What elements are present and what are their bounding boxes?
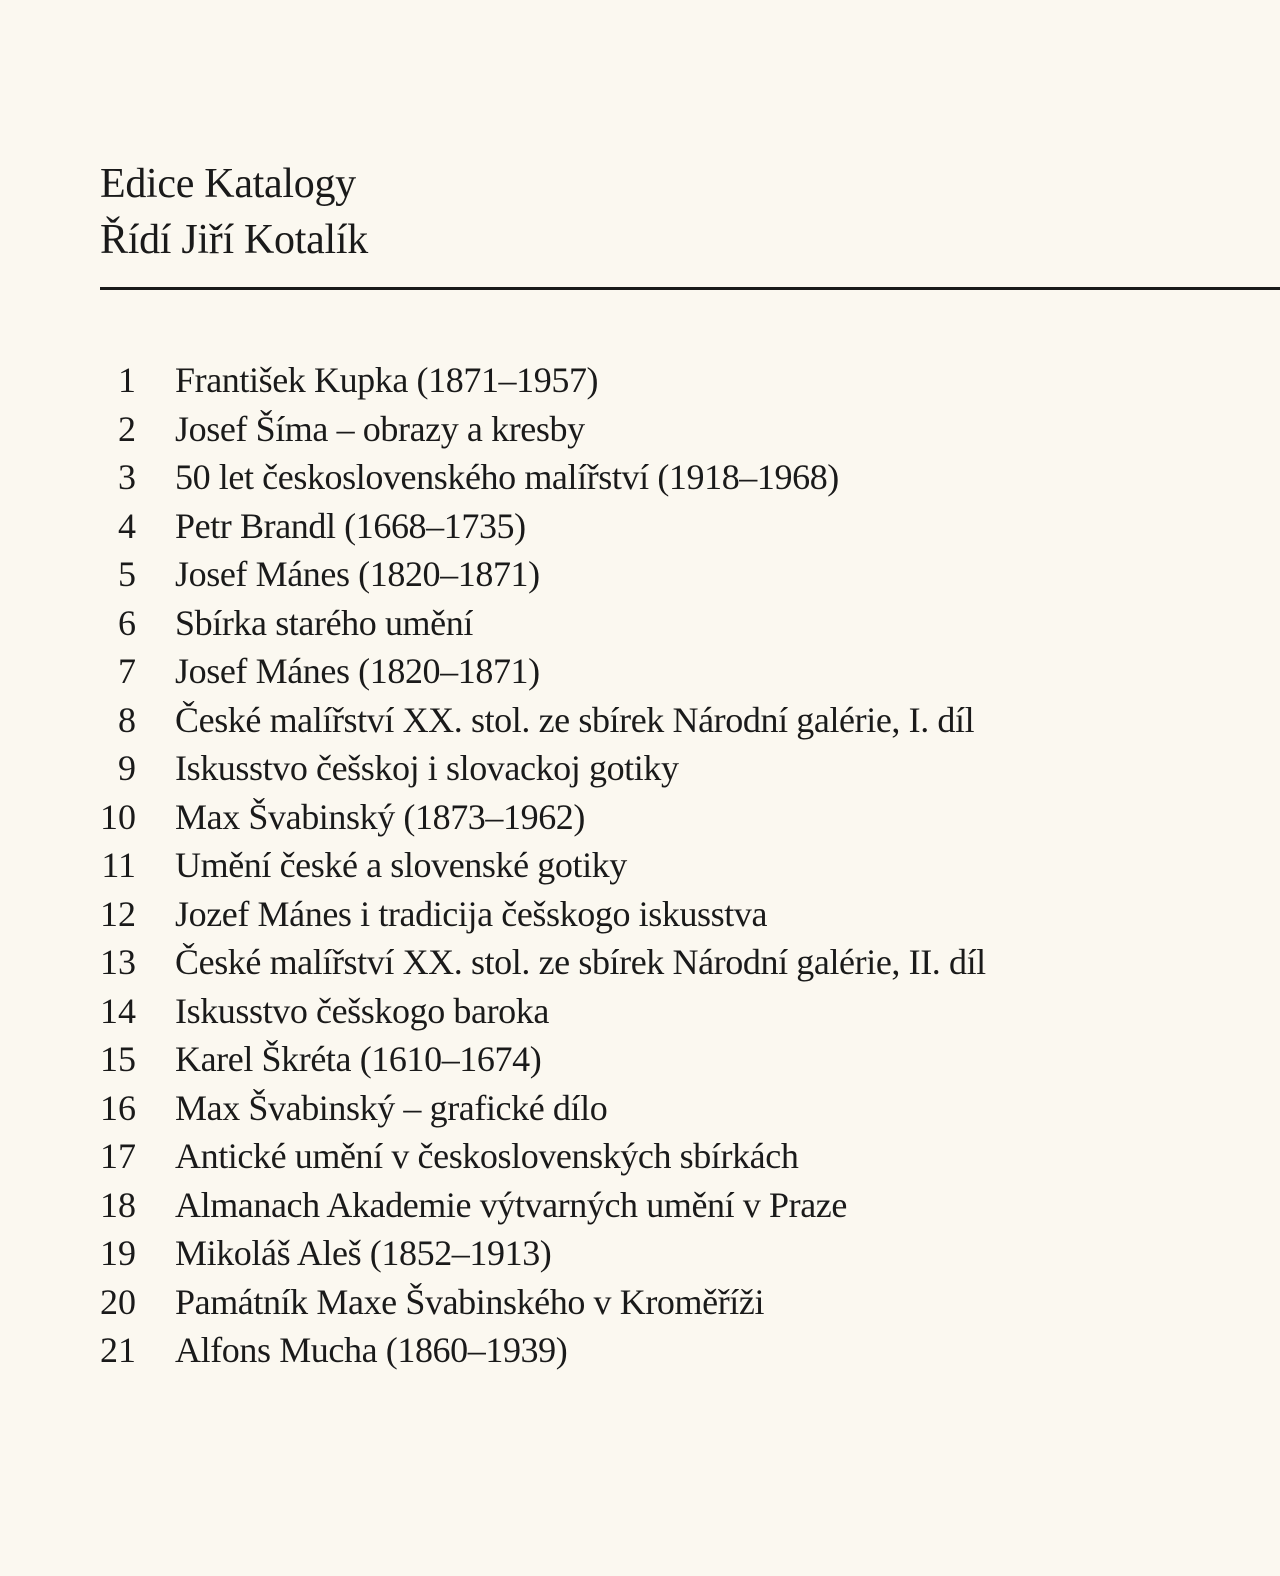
item-title: Petr Brandl (1668–1735) bbox=[175, 505, 526, 546]
item-number: 3 bbox=[118, 457, 136, 497]
series-title: Edice Katalogy bbox=[100, 161, 356, 207]
item-title: Mikoláš Aleš (1852–1913) bbox=[175, 1233, 552, 1273]
list-item bbox=[0, 1181, 1280, 1230]
item-number: 13 bbox=[100, 942, 136, 982]
item-number: 6 bbox=[118, 602, 136, 643]
item-number: 1 bbox=[118, 360, 136, 400]
item-number: 4 bbox=[118, 505, 136, 546]
item-title: České malířství XX. stol. ze sbírek Národní galérie, II. díl bbox=[175, 942, 986, 982]
item-title: Iskusstvo češskogo baroka bbox=[175, 990, 549, 1031]
list-item bbox=[0, 890, 1280, 939]
list-item bbox=[0, 987, 1280, 1036]
list-item bbox=[0, 938, 1280, 987]
item-number: 8 bbox=[118, 699, 136, 740]
item-title: Alfons Mucha (1860–1939) bbox=[175, 1330, 568, 1370]
list-item bbox=[0, 1326, 1280, 1375]
item-title: Max Švabinský (1873–1962) bbox=[175, 796, 585, 837]
series-editor: Řídí Jiří Kotalík bbox=[100, 217, 368, 263]
header-divider bbox=[100, 287, 1280, 290]
list-item bbox=[0, 1084, 1280, 1133]
item-title: České malířství XX. stol. ze sbírek Národní galérie, I. díl bbox=[175, 699, 975, 740]
item-title: Max Švabinský – grafické dílo bbox=[175, 1087, 608, 1128]
list-item bbox=[0, 1278, 1280, 1327]
list-item bbox=[0, 356, 1280, 405]
item-number: 14 bbox=[100, 990, 136, 1031]
list-item bbox=[0, 1132, 1280, 1181]
list-item bbox=[0, 696, 1280, 745]
list-item bbox=[0, 502, 1280, 551]
list-item bbox=[0, 841, 1280, 890]
item-title: Karel Škréta (1610–1674) bbox=[175, 1039, 542, 1079]
item-title: Almanach Akademie výtvarných umění v Praze bbox=[175, 1184, 847, 1225]
item-title: Jozef Mánes i tradicija češskogo iskusstva bbox=[175, 893, 768, 934]
item-number: 17 bbox=[100, 1136, 136, 1176]
item-number: 9 bbox=[118, 748, 136, 788]
item-title: Josef Mánes (1820–1871) bbox=[175, 651, 540, 691]
item-title: Josef Šíma – obrazy a kresby bbox=[175, 408, 585, 449]
item-number: 21 bbox=[100, 1330, 136, 1370]
list-item bbox=[0, 1035, 1280, 1084]
list-item bbox=[0, 744, 1280, 793]
item-number: 7 bbox=[118, 651, 136, 691]
list-item bbox=[0, 1229, 1280, 1278]
item-title: Antické umění v československých sbírkách bbox=[175, 1136, 799, 1176]
list-item bbox=[0, 793, 1280, 842]
item-number: 5 bbox=[118, 554, 136, 594]
item-title: František Kupka (1871–1957) bbox=[175, 360, 599, 400]
item-number: 16 bbox=[100, 1087, 136, 1128]
item-number: 2 bbox=[118, 408, 136, 449]
item-title: Sbírka starého umění bbox=[175, 602, 473, 643]
item-number: 15 bbox=[100, 1039, 136, 1079]
item-title: 50 let československého malířství (1918–1968) bbox=[175, 457, 839, 497]
item-title: Josef Mánes (1820–1871) bbox=[175, 554, 540, 594]
list-item bbox=[0, 599, 1280, 648]
item-number: 10 bbox=[100, 796, 136, 837]
item-number: 20 bbox=[100, 1281, 136, 1322]
item-title: Umění české a slovenské gotiky bbox=[175, 845, 627, 885]
catalog-list bbox=[0, 356, 1280, 1375]
item-number: 18 bbox=[100, 1184, 136, 1225]
item-number: 19 bbox=[100, 1233, 136, 1273]
list-item bbox=[0, 453, 1280, 502]
item-number: 12 bbox=[100, 893, 136, 934]
list-item bbox=[0, 405, 1280, 454]
item-title: Iskusstvo češskoj i slovackoj gotiky bbox=[175, 748, 679, 788]
list-item bbox=[0, 647, 1280, 696]
list-item bbox=[0, 550, 1280, 599]
item-number: 11 bbox=[101, 845, 136, 885]
series-header bbox=[100, 156, 368, 268]
item-title: Památník Maxe Švabinského v Kroměříži bbox=[175, 1281, 765, 1322]
